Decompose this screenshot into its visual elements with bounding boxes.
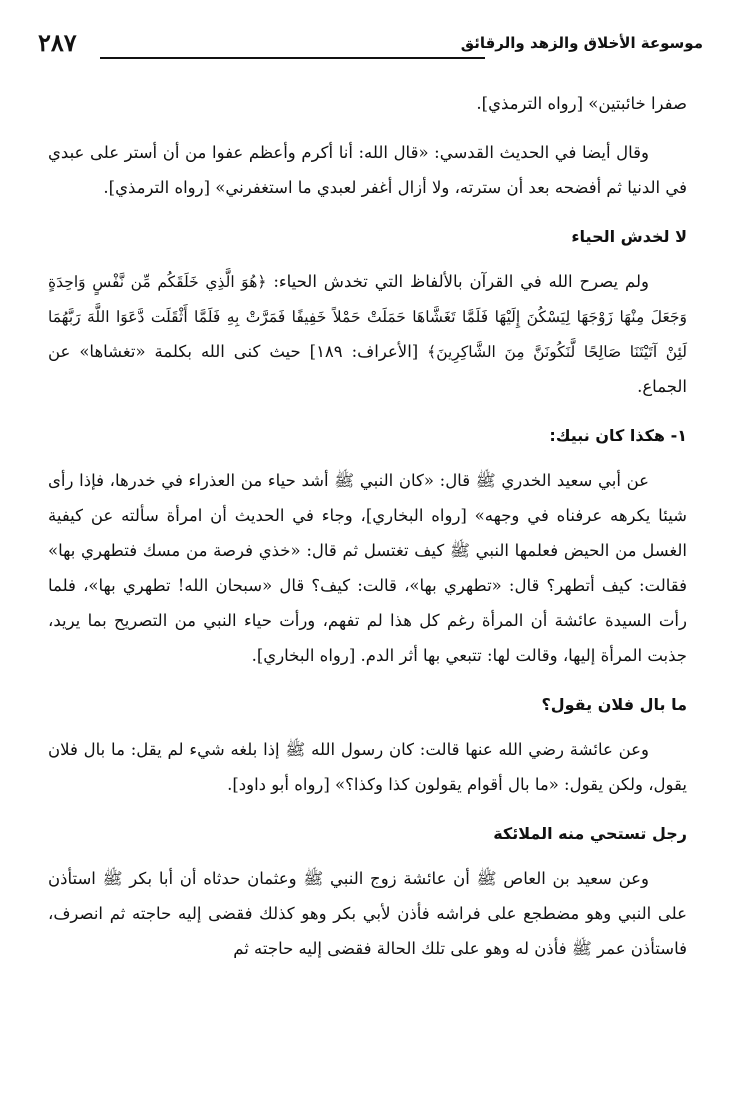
section-heading: رجل تستحي منه الملائكة — [493, 824, 687, 843]
header-rule — [100, 57, 485, 59]
section-heading: لا لخدش الحياء — [571, 227, 687, 246]
paragraph: وعن عائشة رضي الله عنها قالت: كان رسول الله ﷺ إذا بلغه شيء لم يقل: ما بال فلان يقول، ولكن يقول: «ما بال أقوام يقولون كذا وكذا؟» [رواه أبو داود]. — [48, 740, 687, 794]
paragraph: صفرا خائبتين» [رواه الترمذي]. — [476, 94, 687, 113]
paragraph-rest: [الأعراف: ١٨٩] حيث كنى الله بكلمة «تغشاها» عن الجماع. — [48, 342, 687, 396]
page-header — [38, 28, 703, 68]
paragraph: وعن سعيد بن العاص ﷺ أن عائشة زوج النبي ﷺ وعثمان حدثاه أن أبا بكر ﷺ استأذن على النبي وهو مضطجع على فراشه فأذن لأبي بكر وهو كذلك فقضى إليه حاجته ثم انصرف، فاستأذن عمر ﷺ فأذن له وهو على تلك الحالة فقضى إليه حاجته ثم — [48, 869, 687, 958]
page-body — [48, 86, 687, 980]
section-heading: ما بال فلان يقول؟ — [541, 695, 687, 714]
quran-verse: ﴿هُوَ الَّذِي خَلَقَكُم مِّن نَّفْسٍ وَاحِدَةٍ وَجَعَلَ مِنْهَا زَوْجَهَا لِيَسْكُنَ إِلَيْهَا فَلَمَّا تَغَشَّاهَا حَمَلَتْ حَمْلاً خَفِيفًا فَمَرَّتْ بِهِ فَلَمَّا أَثْقَلَت دَّعَوَا اللَّهَ رَبَّهُمَا لَئِنْ آتَيْتَنَا صَالِحًا لَّنَكُونَنَّ مِنَ الشَّاكِرِينَ﴾ — [48, 273, 687, 361]
paragraph: عن أبي سعيد الخدري ﷺ قال: «كان النبي ﷺ أشد حياء من العذراء في خدرها، فإذا رأى شيئا يكرهه عرفناه في وجهه» [رواه البخاري]، وجاء في الحديث أن امرأة سألته عن كيفية الغسل من الحيض فعلمها النبي ﷺ كيف تغتسل ثم قال: «خذي فرصة من مسك فتطهري بها» فقالت: كيف أتطهر؟ قال: «تطهري بها»، قالت: كيف؟ قال «سبحان الله! تطهري بها»، فلما رأت السيدة عائشة أن المرأة رغم كل هذا لم تفهم، ورأت حياء النبي من التصريح بما يريد، جذبت المرأة إليها، وقالت لها: تتبعي بها أثر الدم. [رواه البخاري]. — [48, 471, 687, 665]
paragraph-quran — [48, 264, 687, 404]
section-heading: ١- هكذا كان نبيك: — [549, 426, 687, 445]
page-number: ٢٨٧ — [38, 28, 77, 57]
paragraph: وقال أيضا في الحديث القدسي: «قال الله: أنا أكرم وأعظم عفوا من أن أستر على عبدي في الدنيا ثم أفضحه بعد أن سترته، ولا أزال أغفر لعبدي ما استغفرني» [رواه الترمذي]. — [48, 143, 687, 197]
paragraph-intro: ولم يصرح الله في القرآن بالألفاظ التي تخدش الحياء: — [266, 272, 649, 291]
book-title: موسوعة الأخلاق والزهد والرقائق — [460, 34, 703, 52]
